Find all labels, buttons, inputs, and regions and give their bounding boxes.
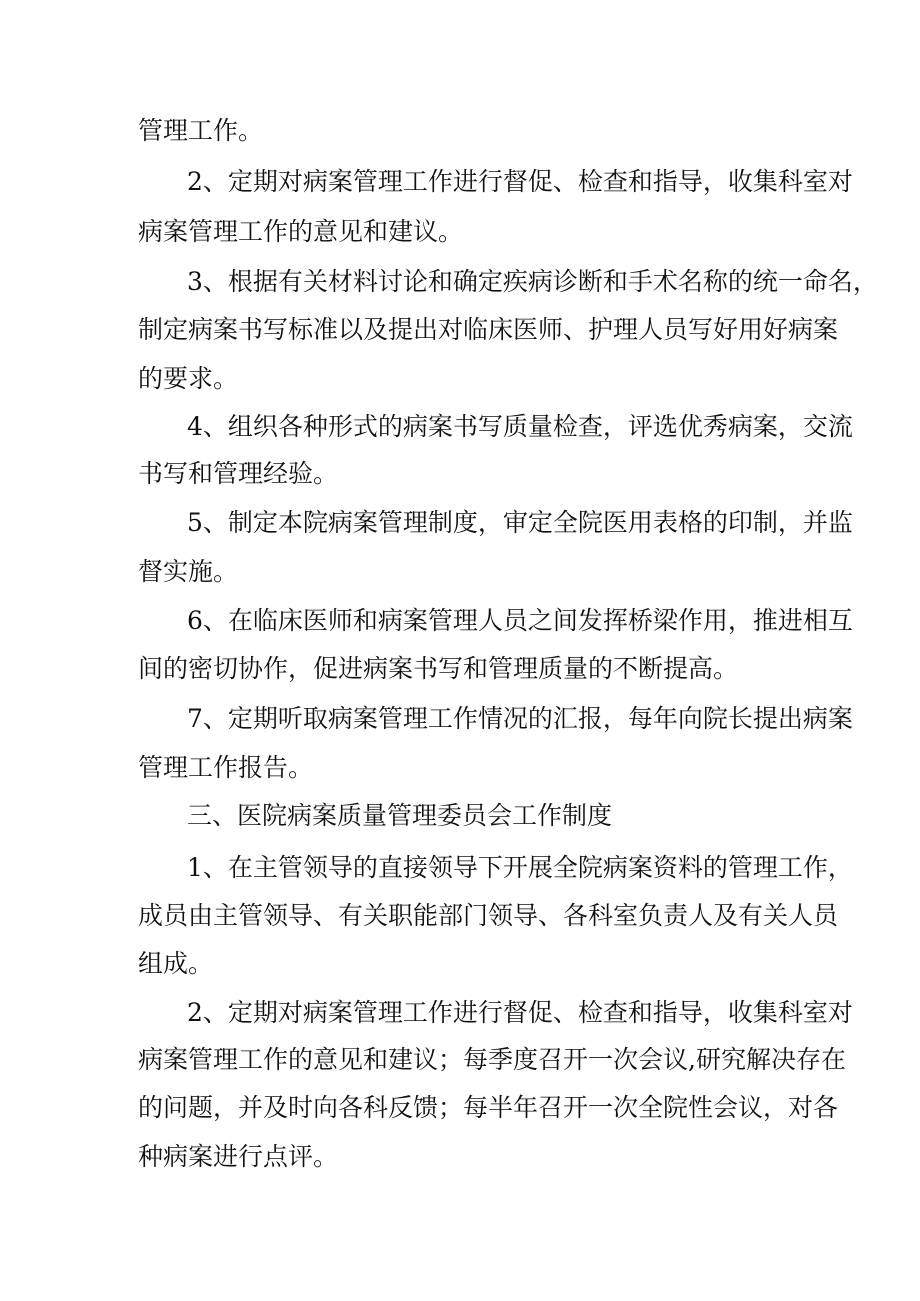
- text-line: 病案管理工作的意见和建议；每季度召开一次会议,研究解决存在: [138, 1045, 846, 1074]
- text-line: 的问题，并及时向各科反馈；每半年召开一次全院性会议，对各: [138, 1093, 839, 1122]
- text-line: 3、根据有关材料讨论和确定疾病诊断和手术名称的统一命名，: [187, 267, 878, 296]
- text-line: 2、定期对病案管理工作进行督促、检查和指导，收集科室对: [187, 998, 853, 1027]
- text-line: 7、定期听取病案管理工作情况的汇报，每年向院长提出病案: [187, 704, 853, 733]
- text-line: 管理工作。: [138, 116, 264, 145]
- text-line: 成员由主管领导、有关职能部门领导、各科室负责人及有关人员: [138, 901, 839, 930]
- text-line: 间的密切协作，促进病案书写和管理质量的不断提高。: [138, 654, 739, 683]
- text-line: 6、在临床医师和病案管理人员之间发挥桥梁作用，推进相互: [187, 606, 853, 635]
- text-line: 5、制定本院病案管理制度，审定全院医用表格的印制，并监: [187, 508, 853, 537]
- text-line: 管理工作报告。: [138, 753, 314, 782]
- text-line: 书写和管理经验。: [138, 459, 339, 488]
- text-line: 督实施。: [138, 557, 239, 586]
- text-line: 种病案进行点评。: [138, 1142, 339, 1171]
- text-line: 2、定期对病案管理工作进行督促、检查和指导，收集科室对: [187, 167, 853, 196]
- text-line: 的要求。: [138, 364, 239, 393]
- section-heading: 三、医院病案质量管理委员会工作制度: [187, 801, 613, 830]
- text-line: 病案管理工作的意见和建议。: [138, 217, 464, 246]
- text-line: 4、组织各种形式的病案书写质量检查，评选优秀病案，交流: [187, 412, 853, 441]
- text-line: 组成。: [138, 949, 214, 978]
- text-line: 制定病案书写标准以及提出对临床医师、护理人员写好用好病案: [138, 315, 839, 344]
- text-line: 1、在主管领导的直接领导下开展全院病案资料的管理工作，: [187, 853, 853, 882]
